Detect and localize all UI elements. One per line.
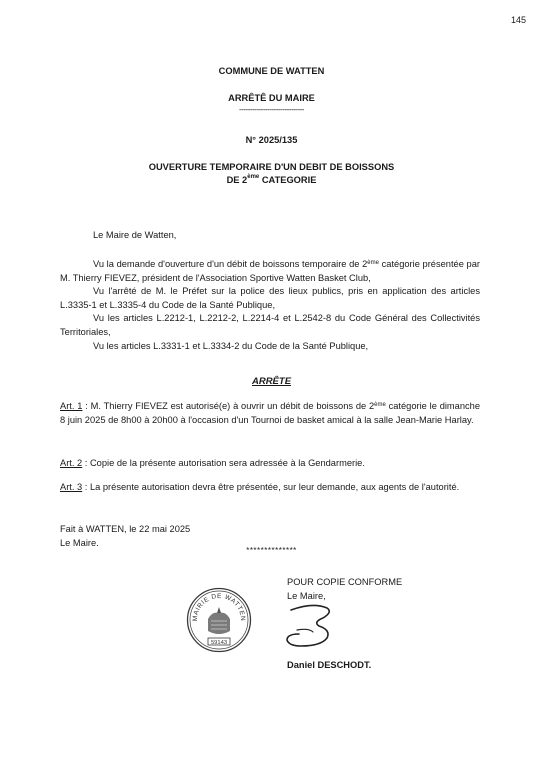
consideration-1-a: Vu la demande d'ouverture d'un débit de boissons temporaire de 2 (93, 259, 368, 269)
arrete-heading: ARRÊTE (251, 376, 292, 387)
title-sup: ème (247, 174, 260, 180)
signatory-name: Daniel DESCHODT. (287, 660, 372, 670)
considerations-block (60, 258, 480, 353)
article-3-label: Art. 3 (60, 482, 83, 492)
copie-conforme: POUR COPIE CONFORME (287, 577, 403, 587)
article-1-text-b: catégorie le dimanche 8 juin 2025 de 8h00 à 20h00 à l'occasion d'un Tournoi de basket amical à la salle Jean-Marie Harlay. (60, 401, 480, 425)
article-1-sup: ème (374, 402, 386, 408)
consideration-1-b: catégorie présentée par M. Thierry FIEVEZ, président de l'Association Sportive Watten Basket Club, (60, 259, 480, 283)
seal-bottom-text: 59143 (210, 640, 228, 646)
article-3-text: : La présente autorisation devra être présentée, sur leur demande, aux agents de l'autorité. (82, 482, 460, 492)
seal-top-text: MAIRIE DE WATTEN (191, 592, 247, 622)
le-maire-line: Le Maire. (60, 537, 99, 548)
article-2 (60, 457, 480, 471)
handwritten-signature (283, 600, 353, 658)
article-3 (60, 481, 480, 495)
greeting: Le Maire de Watten, (93, 230, 177, 240)
article-1-label: Art. 1 (60, 401, 83, 411)
commune-heading: COMMUNE DE WATTEN (218, 66, 325, 76)
page-number: 145 (510, 15, 526, 25)
stars-separator: ************** (246, 546, 297, 555)
article-2-label: Art. 2 (60, 458, 83, 468)
arrete-du-maire-heading: ARRÊTÊ DU MAIRE (228, 93, 315, 103)
consideration-4: Vu les articles L.3331-1 et L.3334-2 du Code de la Santé Publique, (93, 340, 369, 351)
consideration-1 (60, 258, 480, 285)
heading-separator: ------------------------------ (239, 105, 304, 114)
title-prefix: DE 2 (226, 175, 248, 185)
mairie-seal-stamp (186, 587, 252, 653)
place-date: Fait à WATTEN, le 22 mai 2025 (60, 524, 191, 534)
title-line-2 (0, 175, 543, 185)
le-maire-signature-label: Le Maire, (287, 590, 326, 601)
consideration-2: Vu l'arrêté de M. le Préfet sur la police des lieux publics, pris en application des articles L.3335-1 et L.3335-4 du Code de la Santé Publique, (60, 286, 480, 310)
title-suffix: CATEGORIE (259, 175, 317, 185)
consideration-1-sup: ème (367, 260, 379, 266)
title-line-1: OUVERTURE TEMPORAIRE D'UN DEBIT DE BOISSONS (148, 162, 395, 172)
article-1 (60, 400, 480, 427)
article-2-text: : Copie de la présente autorisation sera adressée à la Gendarmerie. (82, 458, 365, 468)
article-1-text-a: : M. Thierry FIEVEZ est autorisé(e) à ouvrir un débit de boissons de 2 (82, 401, 375, 411)
arrete-number: N° 2025/135 (245, 135, 298, 145)
consideration-3: Vu les articles L.2212-1, L.2212-2, L.2214-4 et L.2542-8 du Code Général des Collectivités Territoriales, (60, 313, 480, 337)
